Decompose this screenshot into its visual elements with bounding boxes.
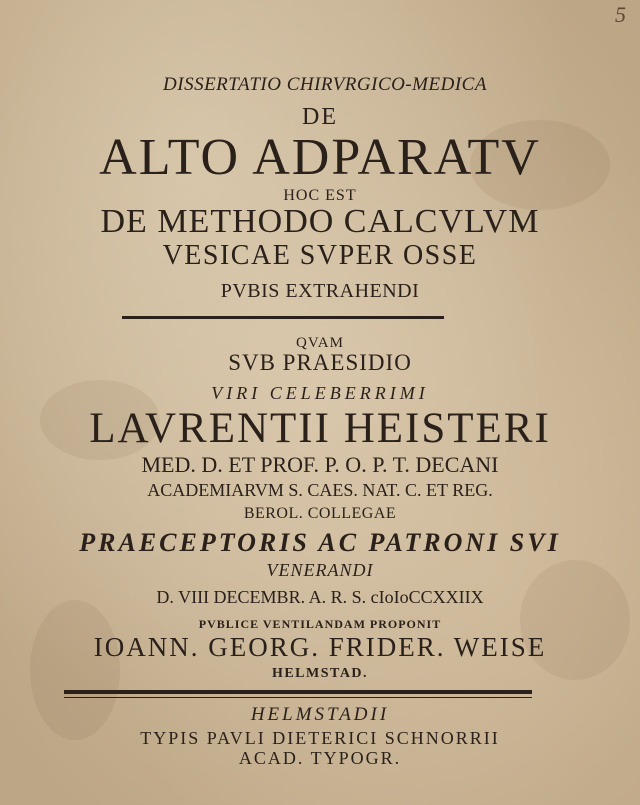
academiarum-line: ACADEMIARVM S. CAES. NAT. C. ET REG. <box>147 480 493 500</box>
bottom-rule-thick <box>64 690 532 694</box>
quam-line: QVAM <box>296 335 344 351</box>
corner-page-mark: 5 <box>615 2 626 27</box>
acad-typogr-line: ACAD. TYPOGR. <box>238 748 402 768</box>
ioann-weise-line: IOANN. GEORG. FRIDER. WEISE <box>93 632 547 662</box>
bottom-rule-thin <box>64 697 532 698</box>
publice-line: PVBLICE VENTILANDAM PROPONIT <box>198 617 442 631</box>
vesicae-line: VESICAE SVPER OSSE <box>162 240 478 271</box>
top-rule <box>122 316 444 319</box>
alto-adparatu-heading: ALTO ADPARATV <box>99 129 541 186</box>
de-methodo-line: DE METHODO CALCVLVM <box>100 203 540 240</box>
helmstad-line: HELMSTAD. <box>271 666 369 681</box>
dissertatio-line: DISSERTATIO CHIRVRGICO-MEDICA <box>163 74 487 95</box>
laurentii-heisteri-heading: LAVRENTII HEISTERI <box>89 405 551 452</box>
hoc-est-line: HOC EST <box>283 187 357 204</box>
med-prof-line: MED. D. ET PROF. P. O. P. T. DECANI <box>141 452 499 477</box>
pubis-line: PVBIS EXTRAHENDI <box>220 280 420 302</box>
berol-collegae-line: BEROL. COLLEGAE <box>243 505 397 522</box>
praeceptoris-line: PRAECEPTORIS AC PATRONI SVI <box>79 528 561 557</box>
viri-celeberrimi-line: VIRI CELEBERRIMI <box>211 383 429 403</box>
venerandi-line: VENERANDI <box>266 560 374 580</box>
de-line: DE <box>302 104 338 130</box>
date-line: D. VIII DECEMBR. A. R. S. cIoIoCCXXIIX <box>156 587 484 607</box>
typis-line: TYPIS PAVLI DIETERICI SCHNORRII <box>140 728 500 748</box>
sub-praesidio-line: SVB PRAESIDIO <box>228 350 412 375</box>
helmstadii-line: HELMSTADII <box>250 704 390 725</box>
